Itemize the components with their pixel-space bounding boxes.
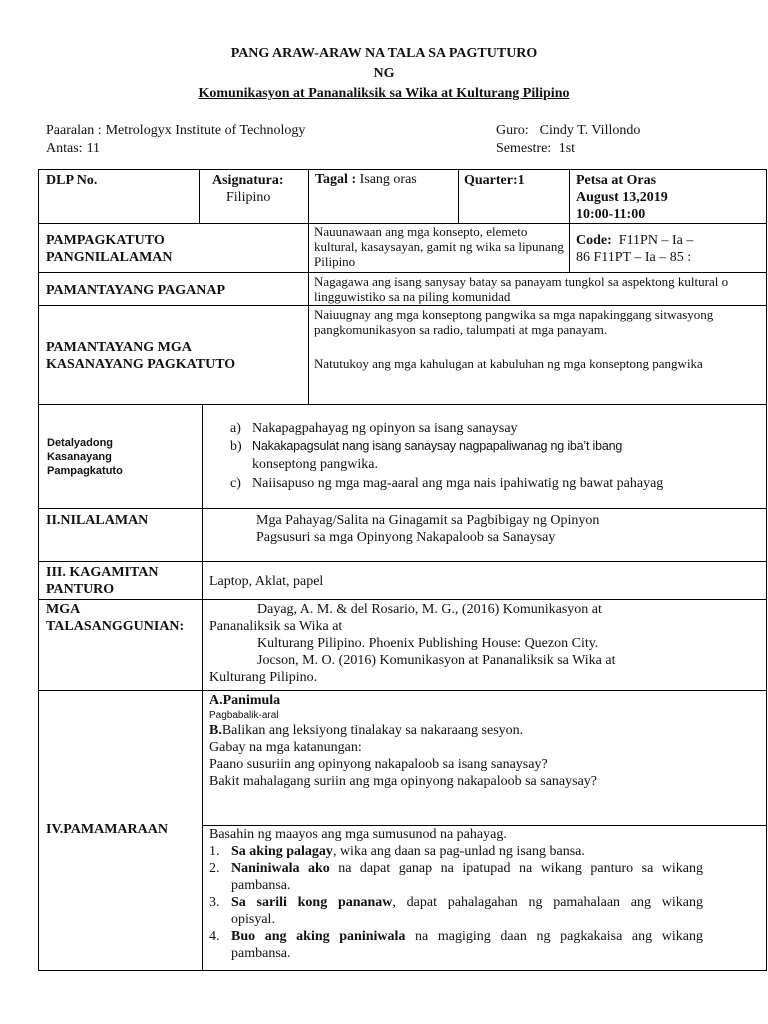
column-divider xyxy=(569,169,570,273)
objectives-label-line1: Detalyadong xyxy=(47,437,114,449)
intro-heading: A.Panimula xyxy=(209,693,281,708)
objective-item-continuation xyxy=(230,456,730,475)
reference-1-line-c: Kulturang Pilipino. Phoenix Publishing House: Quezon City. xyxy=(257,636,599,651)
code-label: Code: xyxy=(576,233,612,248)
row-divider xyxy=(38,305,767,306)
review-label: Pagbabalik-aral xyxy=(209,710,279,721)
row-divider xyxy=(38,272,767,273)
content-lines xyxy=(256,512,599,546)
statement-item xyxy=(209,843,703,860)
statement-bold: Sa aking palagay xyxy=(231,844,333,859)
competency-text-2: Natutukoy ang mga kahulugan at kabuluhan ng mga konseptong pangwika xyxy=(314,356,703,371)
document-title: PANG ARAW-ARAW NA TALA SA PAGTUTURO xyxy=(230,46,538,61)
read-instruction: Basahin ng maayos ang mga sumusunod na pahayag. xyxy=(209,827,507,842)
statement-rest: , dapat pahalagahan ng pamahalaan ang wikang xyxy=(392,895,703,910)
objective-item xyxy=(230,420,730,438)
document-subtitle: Komunikasyon at Pananaliksik sa Wika at Kulturang Pilipino xyxy=(198,86,570,101)
semester-info xyxy=(496,140,575,158)
row-divider xyxy=(38,599,767,600)
teacher-value: Cindy T. Villondo xyxy=(539,123,641,138)
b-text: Balikan ang leksiyong tinalakay sa nakaraang sesyon. xyxy=(221,723,524,738)
objective-marker: c) xyxy=(230,476,241,491)
content-label: II.NILALAMAN xyxy=(46,513,149,528)
statement-bold: Naniniwala ako xyxy=(231,861,330,876)
objectives-label-line3: Pampagkatuto xyxy=(47,465,123,477)
content-standard-label xyxy=(46,232,173,266)
objective-text-continuation: konseptong pangwika. xyxy=(252,457,378,472)
statement-bold: Sa sarili kong pananaw xyxy=(231,895,393,910)
subject-value: Filipino xyxy=(226,190,271,205)
statement-continuation: pambansa. xyxy=(231,946,291,961)
materials-text: Laptop, Aklat, papel xyxy=(209,574,324,589)
statement-number: 4. xyxy=(209,929,220,944)
duration-cell xyxy=(315,171,417,188)
statement-number: 3. xyxy=(209,895,220,910)
content-standard-text: Nauunawaan ang mga konsepto, elemeto kultural, kasaysayan, gamit ng wika sa lipunang Pilipino xyxy=(314,224,564,269)
objectives-label xyxy=(47,436,123,478)
time-value: 10:00-11:00 xyxy=(576,207,646,222)
semester-label: Semestre: xyxy=(496,141,552,156)
competency-text-1: Naiuugnay ang mga konseptong pangwika sa mga napakinggang sitwasyong pangkomunikasyon sa radio, talumpati at mga panayam. xyxy=(314,307,714,337)
document-connector: NG xyxy=(373,66,395,81)
content-standard-label-line1: PAMPAGKATUTO xyxy=(46,233,165,248)
reference-1-line-b: Pananaliksik sa Wika at xyxy=(209,619,343,634)
school-label: Paaralan : xyxy=(46,123,102,138)
duration-label: Tagal : xyxy=(315,172,357,187)
teacher-info xyxy=(496,122,640,140)
subject-cell xyxy=(212,172,284,206)
references-label-line1: MGA xyxy=(46,602,81,617)
column-divider xyxy=(458,169,459,223)
statement-bold: Buo ang aking paniniwala xyxy=(231,929,406,944)
performance-standard-text: Nagagawa ang isang sanysay batay sa panayam tungkol sa aspektong kultural o lingguwistiko sa na piling komunidad xyxy=(314,274,729,304)
statement-item xyxy=(209,894,703,911)
guide-question-2: Bakit mahalagang suriin ang mga opinyong nakapaloob sa sanaysay? xyxy=(209,774,598,789)
references-label xyxy=(46,601,184,635)
objective-marker: b) xyxy=(230,439,242,454)
materials-label xyxy=(46,564,159,598)
reference-1-line-a: Dayag, A. M. & del Rosario, M. G., (2016) Komunikasyon at xyxy=(257,602,602,617)
competencies-label xyxy=(46,339,235,373)
statement-continuation: opisyal. xyxy=(231,912,275,927)
materials-label-line1: III. KAGAMITAN xyxy=(46,565,159,580)
subject-label: Asignatura: xyxy=(212,173,284,188)
code-line2: 86 F11PT – Ia – 85 : xyxy=(576,250,692,265)
content-line-2: Pagsusuri sa mga Opinyong Nakapaloob sa Sanaysay xyxy=(256,530,556,545)
column-divider xyxy=(199,169,200,223)
statement-rest: na magiging daan ng pagkakaisa ang wikang xyxy=(405,929,703,944)
statement-continuation: pambansa. xyxy=(231,878,291,893)
procedure-label: IV.PAMAMARAAN xyxy=(46,822,168,837)
teacher-label: Guro: xyxy=(496,123,529,138)
content-standard-label-line2: PANGNILALAMAN xyxy=(46,250,173,265)
statement-rest: , wika ang daan sa pag-unlad ng isang bansa. xyxy=(332,844,585,859)
reference-2-line-a: Jocson, M. O. (2016) Komunikasyon at Pananaliksik sa Wika at xyxy=(257,653,616,668)
b-marker: B. xyxy=(209,723,222,738)
statement-item xyxy=(209,928,703,945)
references-label-line2: TALASANGGUNIAN: xyxy=(46,619,185,634)
statement-number: 2. xyxy=(209,861,220,876)
content-line-1: Mga Pahayag/Salita na Ginagamit sa Pagbibigay ng Opinyon xyxy=(256,513,600,528)
objectives-list xyxy=(230,420,730,493)
row-divider xyxy=(38,690,767,691)
guide-questions-label: Gabay na mga katanungan: xyxy=(209,740,362,755)
date-label: Petsa at Oras xyxy=(576,173,657,188)
dlp-label: DLP No. xyxy=(46,173,98,188)
objective-text: Naiisapuso ng mga mag-aaral ang mga nais ipahiwatig ng bawat pahayag xyxy=(252,476,664,491)
objective-text: Nakakapagsulat nang isang sanaysay nagpapaliwanag ng iba’t ibang xyxy=(252,439,623,453)
statement-rest: na dapat ganap na ipatupad na wikang panturo sa wikang xyxy=(329,861,703,876)
procedure-intro xyxy=(209,692,759,790)
code-line1: F11PN – Ia – xyxy=(618,233,694,248)
objective-item xyxy=(230,475,730,493)
objectives-label-line2: Kasanayang xyxy=(47,451,112,463)
date-cell xyxy=(576,172,668,223)
statement-number: 1. xyxy=(209,844,220,859)
statements-section xyxy=(209,826,703,962)
statement-item xyxy=(209,860,703,877)
duration-value: Isang oras xyxy=(359,172,417,187)
grade-value: 11 xyxy=(86,141,101,156)
column-divider xyxy=(202,404,203,971)
objective-marker: a) xyxy=(230,421,241,436)
competencies-label-line2: KASANAYANG PAGKATUTO xyxy=(46,357,236,372)
column-divider xyxy=(308,169,309,405)
guide-question-1: Paano susuriin ang opinyong nakapaloob sa isang sanaysay? xyxy=(209,757,548,772)
row-divider xyxy=(38,561,767,562)
row-divider xyxy=(38,404,767,405)
date-value: August 13,2019 xyxy=(576,190,668,205)
school-value: Metrologyx Institute of Technology xyxy=(105,123,306,138)
materials-label-line2: PANTURO xyxy=(46,582,115,597)
reference-2-line-b: Kulturang Pilipino. xyxy=(209,670,318,685)
code-cell xyxy=(576,232,693,266)
performance-standard-label: PAMANTAYANG PAGANAP xyxy=(46,283,226,298)
objective-text: Nakapagpahayag ng opinyon sa isang sanaysay xyxy=(252,421,518,436)
objective-item xyxy=(230,438,730,456)
row-divider xyxy=(38,508,767,509)
grade-info xyxy=(46,140,100,158)
school-info xyxy=(46,122,305,140)
competencies-label-line1: PAMANTAYANG MGA xyxy=(46,340,192,355)
semester-value: 1st xyxy=(558,141,576,156)
quarter-label: Quarter:1 xyxy=(464,173,525,188)
references-text xyxy=(209,601,759,686)
grade-label: Antas: xyxy=(46,141,83,156)
